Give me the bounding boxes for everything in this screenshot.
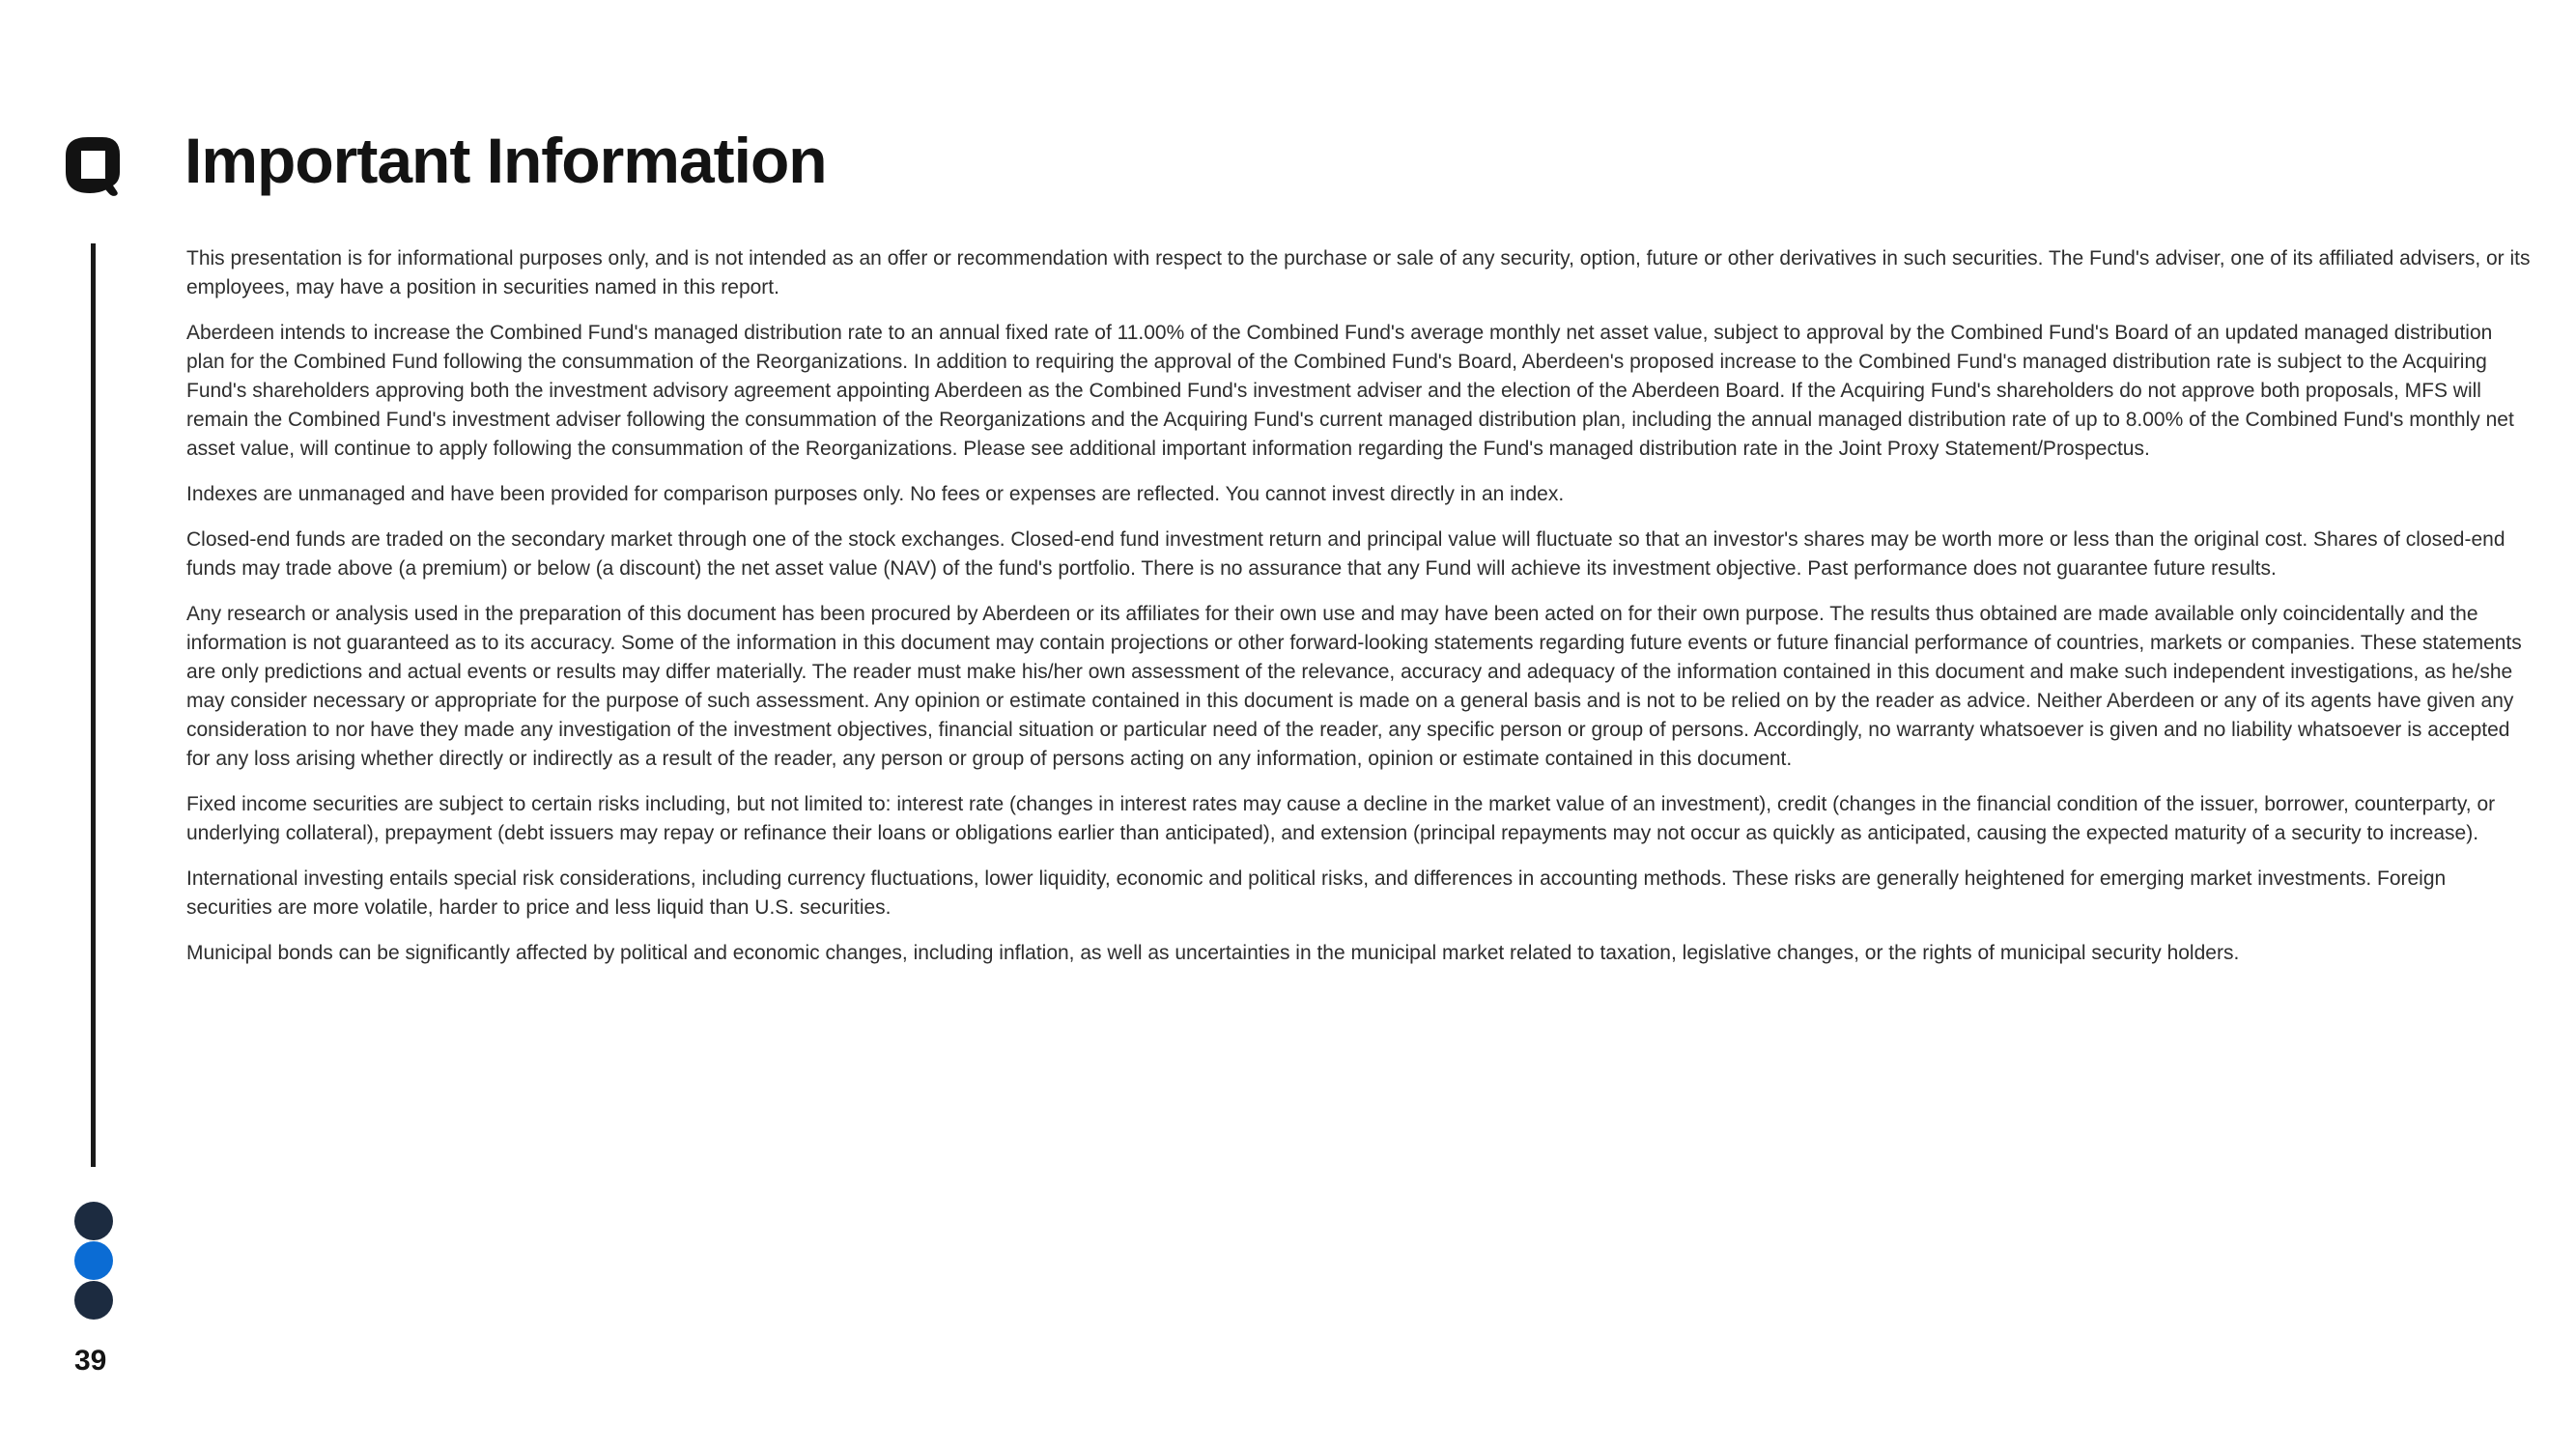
disclaimer-paragraph: Closed-end funds are traded on the secondary market through one of the stock exchanges. Closed-end fund investment return and principal value will fluctuate so that an investor's shares may be worth more or less than the original cost. Shares of closed-end funds may trade above (a premium) or below (a discount) the net asset value (NAV) of the fund's portfolio. There is no assurance that any Fund will achieve its investment objective. Past performance does not guarantee future results. bbox=[186, 528, 2505, 580]
disclaimer-paragraph: Indexes are unmanaged and have been provided for comparison purposes only. No fees or expenses are reflected. You cannot invest directly in an index. bbox=[186, 483, 1565, 505]
disclaimer-paragraph: Any research or analysis used in the preparation of this document has been procured by Aberdeen or its affiliates for their own use and may have been acted on for their own purpose. The results thus obtained are made available only coincidentally and the information is not guaranteed as to its accuracy. Some of the information in this document may contain projections or other forward-looking statements regarding future events or future financial performance of countries, markets or companies. These statements are only predictions and actual events or results may differ materially. The reader must make his/her own assessment of the relevance, accuracy and adequacy of the information contained in this document and make such independent investigations, as he/she may consider necessary or appropriate for the purpose of such assessment. Any opinion or estimate contained in this document is made on a general basis and is not to be relied on by the reader as advice. Neither Aberdeen or any of its agents have given any consideration to nor have they made any investigation of the investment objectives, financial situation or particular need of the reader, any specific person or group of persons. Accordingly, no warranty whatsoever is given and no liability whatsoever is accepted for any loss arising whether directly or indirectly as a result of the reader, any person or group of persons acting on any information, opinion or estimate contained in this document. bbox=[186, 603, 2522, 770]
disclaimer-paragraph: Fixed income securities are subject to certain risks including, but not limited to: interest rate (changes in interest rates may cause a decline in the market value of an investment), credit (changes in the financial condition of the issuer, borrower, counterparty, or underlying collateral), prepayment (debt issuers may repay or refinance their loans or obligations earlier than anticipated), and extension (principal repayments may not occur as quickly as anticipated, causing the expected maturity of a security to increase). bbox=[186, 793, 2496, 844]
disclaimer-text-block bbox=[186, 244, 2531, 984]
disclaimer-paragraph: Municipal bonds can be significantly affected by political and economic changes, including inflation, as well as uncertainties in the municipal market related to taxation, legislative changes, or the rights of municipal security holders. bbox=[186, 942, 2240, 964]
footer-dots bbox=[74, 1202, 113, 1321]
page-number: 39 bbox=[74, 1345, 107, 1377]
disclaimer-paragraph: This presentation is for informational purposes only, and is not intended as an offer or recommendation with respect to the purchase or sale of any security, option, future or other derivatives in such securities. The Fund's adviser, one of its affiliated advisers, or its employees, may have a position in securities named in this report. bbox=[186, 247, 2531, 298]
disclaimer-paragraph: International investing entails special risk considerations, including currency fluctuations, lower liquidity, economic and political risks, and differences in accounting methods. These risks are generally heightened for emerging market investments. Foreign securities are more volatile, harder to price and less liquid than U.S. securities. bbox=[186, 867, 2447, 919]
aberdeen-logo-icon bbox=[64, 135, 122, 197]
page-title: Important Information bbox=[184, 125, 827, 196]
footer-dot-navy-top bbox=[74, 1202, 113, 1240]
left-vertical-rule bbox=[91, 243, 96, 1167]
disclaimer-paragraph: Aberdeen intends to increase the Combined Fund's managed distribution rate to an annual fixed rate of 11.00% of the Combined Fund's average monthly net asset value, subject to approval by the Combined Fund's Board of an updated managed distribution plan for the Combined Fund following the consummation of the Reorganizations. In addition to requiring the approval of the Combined Fund's Board, Aberdeen's proposed increase to the Combined Fund's managed distribution rate is subject to the Acquiring Fund's shareholders approving both the investment advisory agreement appointing Aberdeen as the Combined Fund's investment adviser and the election of the Aberdeen Board. If the Acquiring Fund's shareholders do not approve both proposals, MFS will remain the Combined Fund's investment adviser following the consummation of the Reorganizations and the Acquiring Fund's current managed distribution plan, including the annual managed distribution rate of up to 8.00% of the Combined Fund's monthly net asset value, will continue to apply following the consummation of the Reorganizations. Please see additional important information regarding the Fund's managed distribution rate in the Joint Proxy Statement/Prospectus. bbox=[186, 322, 2514, 460]
footer-dot-blue bbox=[74, 1241, 113, 1280]
footer-dot-navy-bottom bbox=[74, 1281, 113, 1320]
